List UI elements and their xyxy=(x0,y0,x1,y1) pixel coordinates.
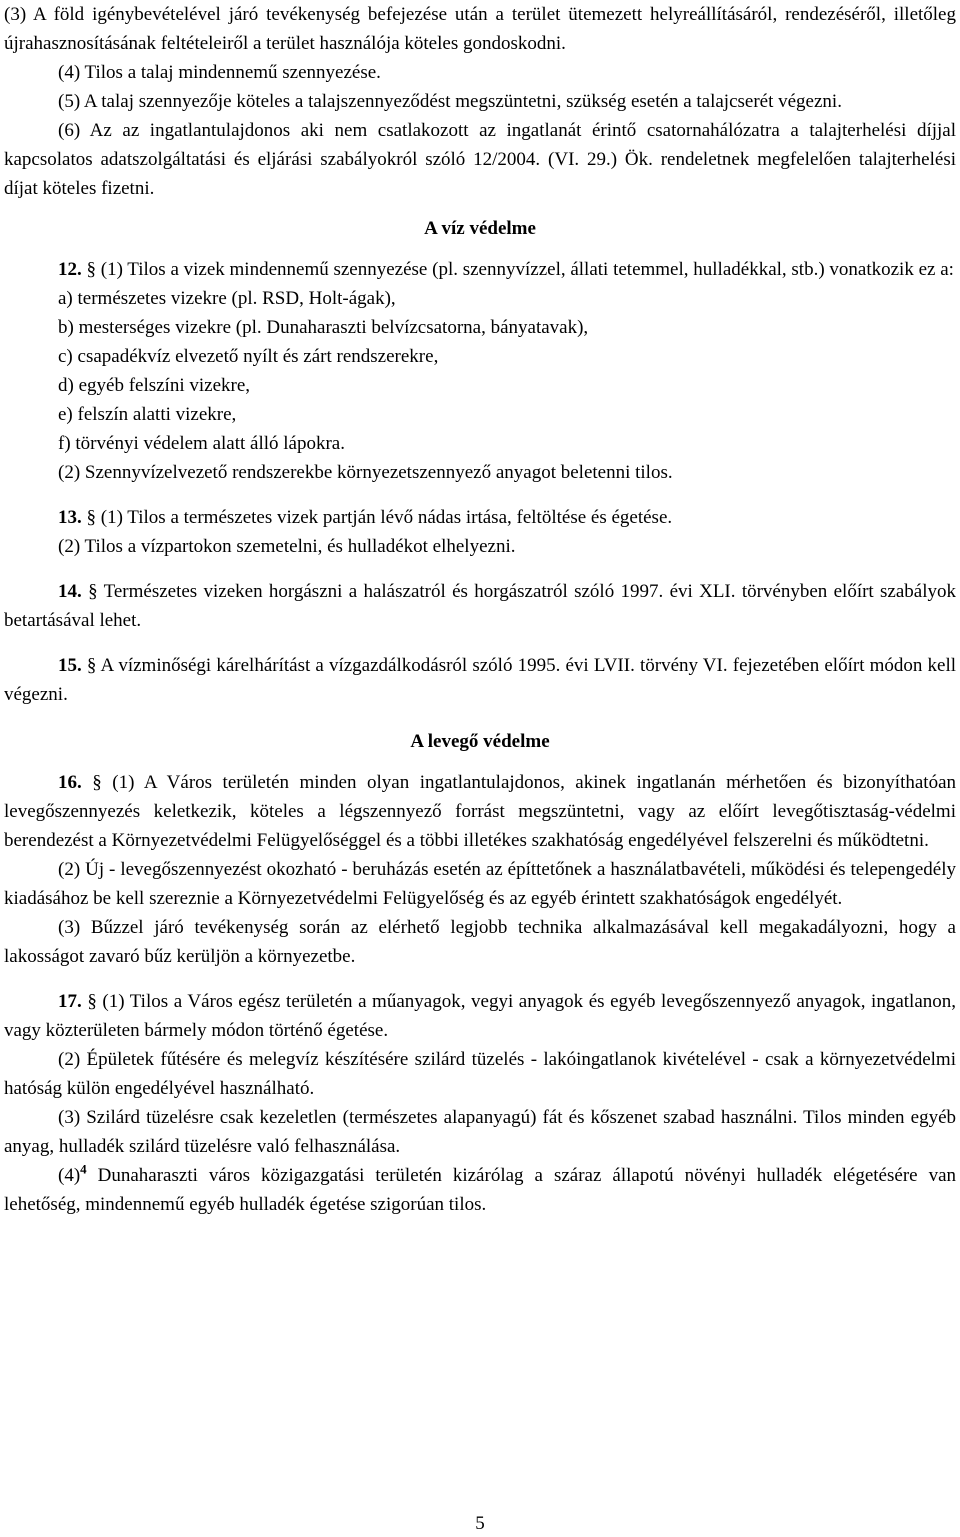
list-item: d) egyéb felszíni vizekre, xyxy=(58,375,251,396)
section-12-number: 12. xyxy=(58,259,82,280)
section-13-para-1 xyxy=(4,503,956,532)
section-15-number: 15. xyxy=(58,655,82,676)
paragraph-3: (3) A föld igénybevételével járó tevékenység befejezése után a terület ütemezett helyreállításáról, rendezéséről, illetőleg újrahasznosításának feltételeiről a terület használója köteles gondoskodni. xyxy=(4,4,956,54)
section-symbol: § xyxy=(87,991,97,1012)
section-17-para-3: (3) Szilárd tüzelésre csak kezeletlen (természetes alapanyagú) fát és kőszenet szabad használni. Tilos minden egyéb anyag, hulladék szilárd tüzelésre való felhasználása. xyxy=(4,1107,956,1157)
list-item: e) felszín alatti vizekre, xyxy=(58,404,237,425)
water-protection-heading: A víz védelme xyxy=(424,218,536,239)
list-item: a) természetes vizekre (pl. RSD, Holt-ágak), xyxy=(58,288,396,309)
section-13-number: 13. xyxy=(58,507,82,528)
section-17-para-2: (2) Épületek fűtésére és melegvíz készítésére szilárd tüzelés - lakóingatlanok kivételével - csak a környezetvédelmi hatóság külön engedélyével használható. xyxy=(4,1049,956,1099)
section-16-para-1 xyxy=(4,768,956,855)
section-16-para-1-text: (1) A Város területén minden olyan ingatlantulajdonos, akinek ingatlanán mérhetően és bizonyíthatóan levegőszennyezés keletkezik, köteles a légszennyező forrást megszüntetni, vagy az előírt levegőtisztaság-védelmi berendezést a Környezetvédelmi Felügyelőséggel és a többi illetékes szakhatóság engedélyével felszerelni és működtetni. xyxy=(4,772,956,851)
section-15 xyxy=(4,651,956,709)
list-item: c) csapadékvíz elvezető nyílt és zárt rendszerekre, xyxy=(58,346,439,367)
section-17-para-1 xyxy=(4,987,956,1045)
section-16-para-2: (2) Új - levegőszennyezést okozható - beruházás esetén az építtetőnek a használatbavételi, működési és telepengedély kiadásához be kell szereznie a Környezetvédelmi Felügyelőség és az egyéb érintett szakhatóságok engedélyét. xyxy=(4,859,956,909)
page-number: 5 xyxy=(475,1513,485,1534)
list-item: b) mesterséges vizekre (pl. Dunaharaszti belvízcsatorna, bányatavak), xyxy=(58,317,589,338)
air-protection-heading: A levegő védelme xyxy=(410,731,550,752)
list-item: f) törvényi védelem alatt álló lápokra. xyxy=(58,433,345,454)
paragraph-6: (6) Az az ingatlantulajdonos aki nem csatlakozott az ingatlanát érintő csatornahálózatra a talajterhelési díjjal kapcsolatos adatszolgáltatási és eljárási szabályokról szóló 12/2004. (VI. 29.) Ök. rendeletnek megfelelően talajterhelési díjat köteles fizetni. xyxy=(4,120,956,199)
footnote-reference[interactable]: 4 xyxy=(80,1161,87,1177)
section-symbol: § xyxy=(86,507,96,528)
section-13-para-2: (2) Tilos a vízpartokon szemetelni, és hulladékot elhelyezni. xyxy=(58,536,516,557)
section-17-para-4-text: Dunaharaszti város közigazgatási területén kizárólag a száraz állapotú növényi hulladék elégetésére van lehetőség, mindennemű egyéb hulladék égetése szigorúan tilos. xyxy=(4,1165,956,1215)
section-14-text: Természetes vizeken horgászni a halászatról és horgászatról szóló 1997. évi XLI. törvényben előírt szabályok betartásával lehet. xyxy=(4,581,956,631)
paragraph-4: (4) Tilos a talaj mindennemű szennyezése. xyxy=(58,62,381,83)
section-17-para-1-text: (1) Tilos a Város egész területén a műanyagok, vegyi anyagok és egyéb levegőszennyező anyagok, ingatlanon, vagy közterületen bármely módon történő égetése. xyxy=(4,991,956,1041)
section-16-number: 16. xyxy=(58,772,82,793)
document-page xyxy=(4,0,956,1219)
section-14 xyxy=(4,577,956,635)
section-17-para-4 xyxy=(4,1161,956,1219)
section-13-para-1-text: (1) Tilos a természetes vizek partján lévő nádas irtása, feltöltése és égetése. xyxy=(100,507,673,528)
section-15-text: A vízminőségi kárelhárítást a vízgazdálkodásról szóló 1995. évi LVII. törvény VI. fejezetében előírt módon kell végezni. xyxy=(4,655,957,705)
section-12-para-2: (2) Szennyvízelvezető rendszerekbe környezetszennyező anyagot beletenni tilos. xyxy=(58,462,673,483)
section-14-number: 14. xyxy=(58,581,82,602)
section-12-para-1-text: (1) Tilos a vizek mindennemű szennyezése (pl. szennyvízzel, állati tetemmel, hulladékkal, stb.) vonatkozik ez a: xyxy=(100,259,954,280)
section-symbol: § xyxy=(92,772,102,793)
section-symbol: § xyxy=(86,655,97,676)
section-symbol: § xyxy=(88,581,98,602)
section-16-para-3: (3) Bűzzel járó tevékenység során az elérhető legjobb technika alkalmazásával kell megakadályozni, hogy a lakosságot zavaró bűz kerüljön a környezetbe. xyxy=(4,917,956,967)
paragraph-5: (5) A talaj szennyezője köteles a talajszennyeződést megszüntetni, szükség esetén a talajcserét végezni. xyxy=(58,91,842,112)
section-symbol: § xyxy=(86,259,96,280)
section-12-para-1 xyxy=(4,255,956,284)
section-17-para-4-prefix: (4) xyxy=(58,1165,81,1186)
section-17-number: 17. xyxy=(58,991,82,1012)
